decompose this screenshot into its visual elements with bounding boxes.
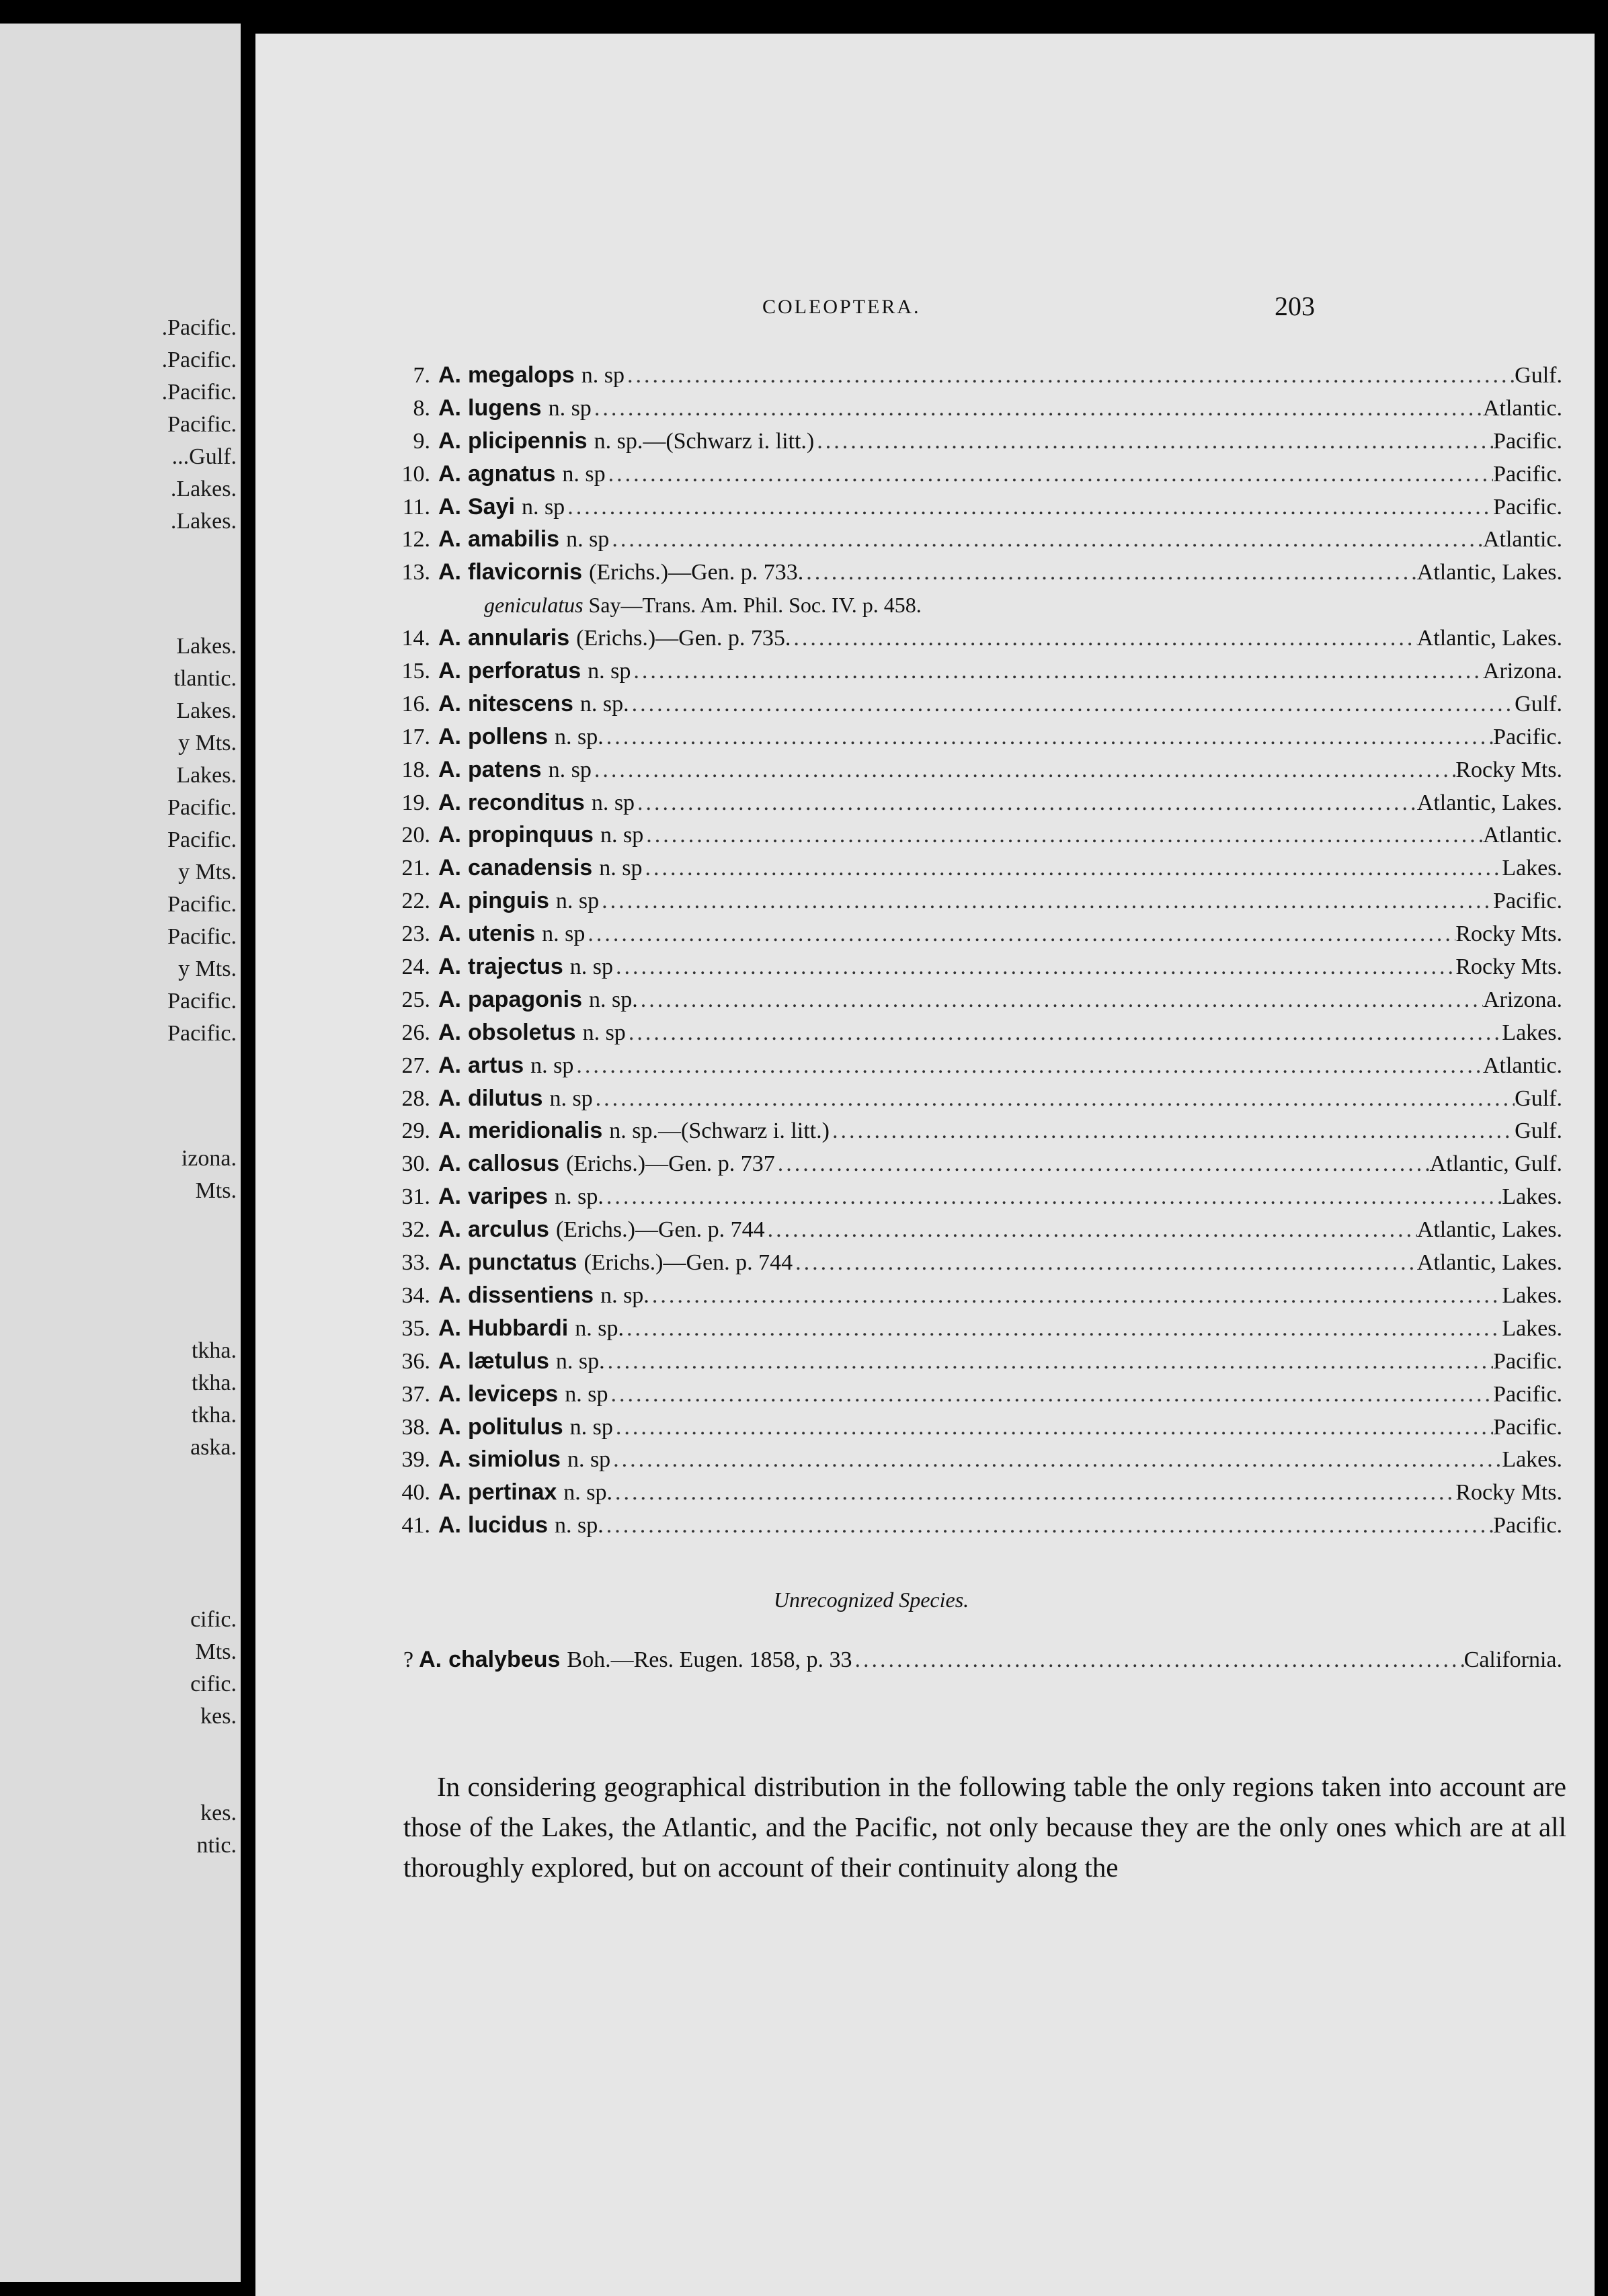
facing-page-line: Lakes. [176, 763, 237, 788]
species-entry [376, 983, 1566, 1016]
unrecognized-heading: Unrecognized Species. [773, 1588, 969, 1612]
genus: A. [438, 1348, 461, 1374]
region: Pacific. [1493, 494, 1562, 520]
region: California. [1463, 1647, 1562, 1672]
species-entry [376, 688, 1566, 721]
genus: A. [419, 1647, 442, 1672]
facing-page-line: tkha. [191, 1403, 237, 1428]
entry-number: 19. [401, 790, 430, 815]
region: Atlantic. [1482, 395, 1562, 421]
authority: (Erichs.)—Gen. p. 744 [584, 1250, 793, 1276]
genus: A. [438, 888, 461, 914]
facing-page-line: Mts. [195, 1639, 237, 1664]
species-name: utenis [468, 921, 536, 947]
authority: n. sp. [555, 724, 604, 749]
species-name: callosus [468, 1151, 560, 1177]
region: Atlantic, Gulf. [1429, 1151, 1562, 1177]
genus: A. [438, 1381, 461, 1407]
region: Arizona. [1482, 659, 1562, 684]
genus: A. [438, 986, 461, 1012]
dot-leader [652, 1280, 1502, 1312]
species-entry [376, 622, 1566, 655]
species-name: lucidus [468, 1512, 549, 1539]
species-entry [376, 1411, 1566, 1444]
region: Lakes. [1502, 1315, 1562, 1341]
region: Pacific. [1493, 428, 1562, 454]
entry-number: 40. [401, 1480, 430, 1506]
species-entry [376, 1049, 1566, 1082]
species-name: Sayi [468, 493, 515, 520]
region: Pacific. [1493, 461, 1562, 487]
authority: n. sp [548, 395, 592, 421]
entry-number: 8. [413, 395, 430, 421]
species-name: flavicornis [468, 559, 583, 585]
dot-leader [615, 1477, 1455, 1509]
genus: A. [438, 690, 461, 716]
region: Gulf. [1515, 691, 1562, 716]
dot-leader [806, 557, 1417, 589]
authority: n. sp [562, 461, 606, 487]
region: Lakes. [1502, 856, 1562, 881]
region: Atlantic, Lakes. [1416, 560, 1562, 585]
species-name: amabilis [468, 526, 560, 552]
authority: n. sp [549, 1085, 593, 1111]
synonym-citation: Say—Trans. Am. Phil. Soc. IV. p. 458. [588, 593, 922, 618]
authority: n. sp [530, 1053, 574, 1078]
entry-number: 13. [401, 560, 430, 585]
species-name: meridionalis [468, 1118, 603, 1144]
dot-leader [645, 852, 1502, 885]
entry-number: 38. [401, 1414, 430, 1440]
species-entry [376, 1147, 1566, 1180]
facing-page-line: y Mts. [178, 860, 237, 885]
entry-number: 33. [401, 1250, 430, 1276]
species-name: lætulus [468, 1348, 549, 1374]
species-entry [376, 917, 1566, 950]
authority: n. sp [566, 527, 610, 552]
species-name: leviceps [468, 1381, 559, 1407]
entry-number: 22. [401, 889, 430, 914]
page-header [255, 291, 1595, 336]
authority: n. sp [548, 757, 592, 782]
dot-leader [778, 1148, 1430, 1180]
genus: A. [438, 1479, 461, 1506]
species-name: perforatus [468, 658, 581, 684]
genus: A. [438, 1184, 461, 1210]
body-paragraph [403, 1766, 1566, 1887]
region: Pacific. [1493, 1381, 1562, 1407]
facing-page-line: Pacific. [167, 795, 237, 820]
species-name: chalybeus [448, 1647, 561, 1672]
dot-leader [632, 688, 1515, 721]
facing-page-line: Mts. [195, 1178, 237, 1203]
entry-number: 34. [401, 1282, 430, 1308]
entry-number: 32. [401, 1217, 430, 1243]
facing-page-line: cific. [190, 1672, 237, 1696]
authority: n. sp. [600, 1282, 649, 1308]
species-name: reconditus [468, 789, 585, 815]
facing-page-line: Pacific. [167, 989, 237, 1014]
species-entry [376, 491, 1566, 524]
species-entry [376, 1378, 1566, 1411]
entry-number: 37. [401, 1381, 430, 1407]
region: Rocky Mts. [1455, 1480, 1562, 1506]
species-entry [376, 1509, 1566, 1542]
entry-number: 23. [401, 921, 430, 947]
genus: A. [438, 822, 461, 848]
region: Pacific. [1493, 1513, 1562, 1539]
authority: n. sp.—(Schwarz i. litt.) [609, 1118, 830, 1144]
entry-number: 30. [401, 1151, 430, 1177]
synonym-name: geniculatus [484, 593, 584, 618]
species-name: varipes [468, 1184, 549, 1210]
genus: A. [438, 1446, 461, 1473]
entry-number: 27. [401, 1053, 430, 1078]
entry-number: 24. [401, 954, 430, 980]
region: Pacific. [1493, 889, 1562, 914]
region: Gulf. [1515, 1085, 1562, 1111]
species-name: lugens [468, 395, 542, 421]
dot-leader [646, 819, 1483, 852]
dot-leader [637, 787, 1417, 819]
synonym-line [376, 589, 1566, 622]
authority: n. sp [582, 1020, 626, 1045]
region: Lakes. [1502, 1184, 1562, 1210]
dot-leader [633, 655, 1483, 688]
dot-leader [576, 1050, 1483, 1082]
authority: n. sp. [579, 691, 629, 716]
genus: A. [438, 789, 461, 815]
genus: A. [438, 1282, 461, 1308]
running-head: COLEOPTERA. [762, 296, 921, 318]
authority: n. sp [569, 1414, 613, 1440]
entry-number: 12. [401, 527, 430, 552]
entry-number: 41. [401, 1513, 430, 1539]
authority: (Erichs.)—Gen. p. 744 [555, 1217, 765, 1243]
page-number: 203 [1275, 291, 1315, 321]
species-entry [376, 1114, 1566, 1147]
dot-leader [616, 1411, 1493, 1444]
entry-number: 18. [401, 757, 430, 782]
species-entry [376, 1312, 1566, 1345]
dot-leader [608, 458, 1494, 491]
genus: A. [438, 1151, 461, 1177]
species-entry [376, 425, 1566, 458]
entry-number: 28. [401, 1085, 430, 1111]
page [255, 34, 1595, 2296]
genus: A. [438, 1052, 461, 1078]
region: Atlantic, Lakes. [1416, 1250, 1562, 1276]
facing-page-line: Lakes. [176, 698, 237, 723]
species-name: politulus [468, 1413, 563, 1440]
dot-leader [606, 1510, 1493, 1542]
authority: n. sp [599, 856, 643, 881]
region: Atlantic, Lakes. [1416, 1217, 1562, 1243]
region: Atlantic, Lakes. [1416, 626, 1562, 651]
facing-page-line: Pacific. [167, 412, 237, 437]
region: Pacific. [1493, 724, 1562, 749]
facing-page-line: kes. [200, 1704, 237, 1729]
species-entry [376, 392, 1566, 425]
uncertain-marker: ? [403, 1647, 414, 1672]
genus: A. [438, 460, 461, 487]
facing-page-line: Pacific. [167, 892, 237, 917]
authority: Boh.—Res. Eugen. 1858, p. 33 [567, 1647, 852, 1672]
species-entry [376, 1443, 1566, 1476]
facing-page-line: .Pacific. [161, 347, 237, 372]
facing-page-line: Lakes. [176, 634, 237, 659]
authority: n. sp [565, 1381, 608, 1407]
authority: n. sp. [555, 1348, 605, 1374]
authority: n. sp. [563, 1480, 612, 1506]
species-name: canadensis [468, 855, 593, 881]
dot-leader [627, 360, 1515, 392]
facing-page-line: y Mts. [178, 956, 237, 981]
authority: (Erichs.)—Gen. p. 733. [589, 560, 804, 585]
dot-leader [606, 1181, 1502, 1213]
species-entry [376, 655, 1566, 688]
region: Pacific. [1493, 1414, 1562, 1440]
species-entry [376, 1082, 1566, 1115]
entry-number: 9. [413, 428, 430, 454]
genus: A. [438, 1217, 461, 1243]
species-entry [376, 1345, 1566, 1378]
species-name: papagonis [468, 986, 583, 1012]
species-entry [376, 1180, 1566, 1213]
species-name: nitescens [468, 690, 573, 716]
genus: A. [438, 855, 461, 881]
region: Arizona. [1482, 987, 1562, 1012]
facing-page-line: y Mts. [178, 731, 237, 755]
paragraph-text: In considering geographical distribution in the following table the only regions taken into account are those of the Lakes, the Atlantic, and the Pacific, not only because they are the only ones which are at all thoroughly explored, but on account of their continuity along the [403, 1771, 1566, 1883]
region: Atlantic, Lakes. [1416, 790, 1562, 815]
authority: n. sp. [575, 1315, 624, 1341]
dot-leader [641, 984, 1483, 1016]
species-entry [376, 359, 1566, 392]
region: Atlantic. [1482, 1053, 1562, 1078]
dot-leader [612, 524, 1483, 556]
region: Lakes. [1502, 1282, 1562, 1308]
genus: A. [438, 1512, 461, 1539]
entry-number: 15. [401, 659, 430, 684]
genus: A. [438, 921, 461, 947]
species-name: plicipennis [468, 427, 588, 454]
dot-leader [817, 425, 1493, 458]
facing-page-line: Pacific. [167, 827, 237, 852]
authority: n. sp [591, 790, 635, 815]
entry-number: 25. [401, 987, 430, 1012]
dot-leader [588, 918, 1455, 950]
authority: n. sp [555, 889, 600, 914]
region: Atlantic. [1482, 527, 1562, 552]
region: Rocky Mts. [1455, 921, 1562, 947]
dot-leader [594, 754, 1455, 786]
genus: A. [438, 427, 461, 454]
entry-number: 36. [401, 1348, 430, 1374]
species-name: pinguis [468, 888, 549, 914]
authority: n. sp. [555, 1513, 604, 1539]
authority: n. sp.—(Schwarz i. litt.) [594, 428, 815, 454]
unrecognized-entry [403, 1647, 1566, 1673]
facing-page-line: tkha. [191, 1370, 237, 1395]
facing-page-line: tlantic. [173, 666, 237, 691]
species-entry [376, 458, 1566, 491]
facing-page-line: Pacific. [167, 924, 237, 949]
species-entry [376, 885, 1566, 917]
species-entry [376, 523, 1566, 556]
facing-page-line: aska. [190, 1435, 237, 1460]
species-entry [376, 1213, 1566, 1246]
species-name: agnatus [468, 460, 556, 487]
genus: A. [438, 395, 461, 421]
species-entry [376, 721, 1566, 753]
facing-page-line: cific. [190, 1607, 237, 1632]
facing-page-line: kes. [200, 1801, 237, 1826]
authority: n. sp [588, 659, 631, 684]
dot-leader [832, 1115, 1515, 1147]
authority: n. sp [567, 1447, 611, 1473]
authority: n. sp [600, 823, 644, 848]
species-entry [376, 1016, 1566, 1049]
genus: A. [438, 559, 461, 585]
species-name: artus [468, 1052, 524, 1078]
species-entry [376, 1476, 1566, 1509]
region: Lakes. [1502, 1447, 1562, 1473]
authority: (Erichs.)—Gen. p. 735. [576, 626, 791, 651]
entry-number: 11. [402, 494, 430, 520]
species-name: dissentiens [468, 1282, 594, 1308]
region: Gulf. [1515, 1118, 1562, 1144]
dot-leader [613, 1444, 1502, 1476]
authority: n. sp [569, 954, 613, 980]
entry-number: 20. [401, 823, 430, 848]
facing-page [0, 24, 241, 2282]
entry-number: 21. [401, 856, 430, 881]
facing-page-line: .Lakes. [170, 477, 237, 501]
species-name: trajectus [468, 954, 563, 980]
entry-number: 7. [413, 363, 430, 388]
species-name: punctatus [468, 1249, 577, 1276]
genus: A. [438, 658, 461, 684]
dot-leader [854, 1647, 1463, 1673]
facing-page-line: .Pacific. [161, 315, 237, 340]
genus: A. [438, 723, 461, 749]
entry-number: 31. [401, 1184, 430, 1210]
entry-number: 26. [401, 1020, 430, 1045]
region: Atlantic. [1482, 823, 1562, 848]
entry-number: 10. [401, 461, 430, 487]
entry-number: 14. [401, 626, 430, 651]
species-name: simiolus [468, 1446, 561, 1473]
dot-leader [606, 721, 1493, 753]
dot-leader [768, 1214, 1417, 1246]
authority: (Erichs.)—Gen. p. 737 [566, 1151, 775, 1177]
dot-leader [610, 1379, 1493, 1411]
entry-number: 17. [401, 724, 430, 749]
species-entry [376, 753, 1566, 786]
species-name: annularis [468, 625, 570, 651]
species-name: arculus [468, 1217, 549, 1243]
authority: n. sp [542, 921, 586, 947]
authority: n. sp. [589, 987, 638, 1012]
species-name: obsoletus [468, 1019, 576, 1045]
authority: n. sp [581, 363, 625, 388]
species-entry [376, 786, 1566, 819]
genus: A. [438, 625, 461, 651]
species-name: patens [468, 756, 542, 782]
species-name: megalops [468, 362, 575, 388]
facing-page-line: ...Gulf. [171, 444, 237, 469]
facing-page-line: .Pacific. [161, 380, 237, 405]
authority: n. sp. [555, 1184, 604, 1210]
genus: A. [438, 1085, 461, 1111]
dot-leader [608, 1346, 1493, 1378]
species-entry [376, 950, 1566, 983]
dot-leader [594, 393, 1483, 425]
genus: A. [438, 1413, 461, 1440]
species-name: propinquus [468, 822, 594, 848]
genus: A. [438, 493, 461, 520]
facing-page-line: .Lakes. [170, 509, 237, 534]
facing-page-line: Pacific. [167, 1021, 237, 1046]
facing-page-line: tkha. [191, 1338, 237, 1363]
dot-leader [602, 885, 1493, 917]
genus: A. [438, 526, 461, 552]
dot-leader [567, 491, 1493, 524]
species-name: dilutus [468, 1085, 543, 1111]
facing-page-line: izona. [181, 1146, 237, 1171]
section-title [255, 1588, 1595, 1612]
genus: A. [438, 1315, 461, 1341]
species-list [376, 359, 1566, 1542]
species-name: Hubbardi [468, 1315, 569, 1341]
species-entry [376, 852, 1566, 885]
genus: A. [438, 1249, 461, 1276]
species-entry [376, 1246, 1566, 1279]
dot-leader [596, 1083, 1515, 1115]
dot-leader [627, 1313, 1502, 1345]
species-name: pertinax [468, 1479, 557, 1506]
genus: A. [438, 756, 461, 782]
region: Gulf. [1515, 363, 1562, 388]
authority: n. sp [521, 494, 565, 520]
genus: A. [438, 1118, 461, 1144]
species-entry [376, 556, 1566, 589]
dot-leader [795, 1247, 1417, 1279]
dot-leader [616, 951, 1455, 983]
genus: A. [438, 362, 461, 388]
species-entry [376, 1279, 1566, 1312]
region: Rocky Mts. [1455, 757, 1562, 782]
region: Pacific. [1493, 1348, 1562, 1374]
genus: A. [438, 954, 461, 980]
dot-leader [793, 622, 1416, 655]
region: Rocky Mts. [1455, 954, 1562, 980]
dot-leader [629, 1017, 1502, 1049]
facing-page-line: ntic. [196, 1833, 237, 1858]
entry-number: 35. [401, 1315, 430, 1341]
entry-number: 39. [401, 1447, 430, 1473]
genus: A. [438, 1019, 461, 1045]
entry-number: 16. [401, 691, 430, 716]
species-entry [376, 819, 1566, 852]
species-name: pollens [468, 723, 549, 749]
entry-number: 29. [401, 1118, 430, 1144]
region: Lakes. [1502, 1020, 1562, 1045]
